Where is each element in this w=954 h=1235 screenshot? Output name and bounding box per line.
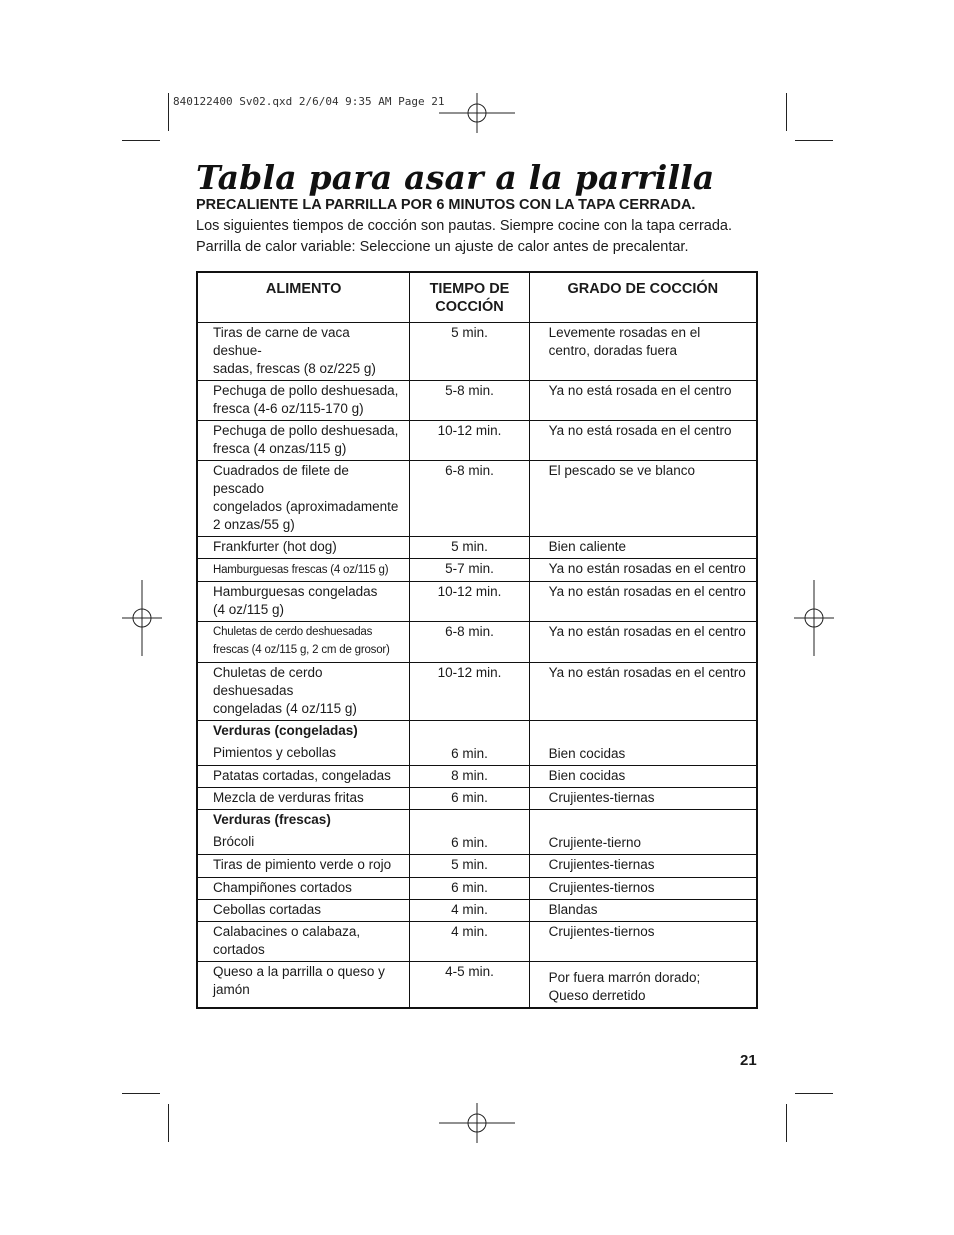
- food-line: Pechuga de pollo deshuesada,: [213, 423, 399, 438]
- food-line: Cuadrados de filete de pescado: [213, 463, 349, 496]
- registration-mark-icon: [794, 580, 834, 656]
- crop-mark: [795, 140, 833, 141]
- time-cell: 8 min.: [410, 766, 529, 788]
- food-cell: [197, 582, 410, 622]
- food-cell: [197, 381, 410, 421]
- food-line: Chuletas de cerdo deshuesadas: [213, 665, 323, 698]
- food-line: frescas (4 oz/115 g, 2 cm de grosor): [213, 644, 390, 656]
- table-row: [197, 381, 757, 421]
- header-cook-time-line: TIEMPO DE: [429, 281, 510, 297]
- table-row: [197, 900, 757, 922]
- header-doneness: GRADO DE COCCIÓN: [529, 272, 757, 323]
- time-cell: 10-12 min.: [410, 421, 529, 461]
- food-line: Brócoli: [213, 834, 255, 849]
- food-line: jamón: [213, 982, 250, 997]
- header-food: ALIMENTO: [197, 272, 410, 323]
- food-cell: Mezcla de verduras fritas: [197, 788, 410, 810]
- time-cell: 6-8 min.: [410, 622, 529, 663]
- time-cell: 5-7 min.: [410, 559, 529, 582]
- food-line: Pechuga de pollo deshuesada,: [213, 383, 399, 398]
- time-cell: 4 min.: [410, 900, 529, 922]
- table-row: [197, 663, 757, 721]
- food-cell: [197, 922, 410, 962]
- table-header-row: [197, 272, 757, 323]
- doneness-cell: Crujientes-tiernos: [529, 922, 757, 962]
- section-heading: Verduras (frescas): [213, 812, 331, 827]
- table-row: [197, 766, 757, 788]
- food-line: cortados: [213, 942, 265, 957]
- grilling-chart-table: [196, 271, 758, 1009]
- table-row: [197, 582, 757, 622]
- header-cook-time: [410, 272, 529, 323]
- crop-mark: [122, 1093, 160, 1094]
- doneness-line: Queso derretido: [548, 987, 646, 1003]
- food-line: Queso a la parrilla o queso y: [213, 964, 385, 979]
- preheat-instruction: PRECALIENTE LA PARRILLA POR 6 MINUTOS CON LA TAPA CERRADA.: [196, 197, 696, 213]
- table-row: [197, 421, 757, 461]
- page-title: Tabla para asar a la parrilla: [196, 158, 715, 197]
- doneness-cell: Bien caliente: [529, 537, 757, 559]
- food-line: Chuletas de cerdo deshuesadas: [213, 626, 373, 638]
- table-row: [197, 323, 757, 381]
- table-row: [197, 962, 757, 1008]
- food-line: fresca (4-6 oz/115-170 g): [213, 401, 364, 416]
- doneness-cell: Ya no están rosadas en el centro: [529, 559, 757, 582]
- table-row: [197, 878, 757, 900]
- food-line: Hamburguesas frescas (4 oz/115 g): [213, 564, 389, 576]
- doneness-line: Por fuera marrón dorado;: [548, 969, 701, 985]
- time-cell: 6 min.: [410, 788, 529, 810]
- food-cell: [197, 810, 410, 855]
- doneness-cell: Crujiente-tierno: [529, 810, 757, 855]
- doneness-line: Levemente rosadas en el: [548, 325, 701, 340]
- food-cell: [197, 721, 410, 766]
- time-cell: 6 min.: [410, 878, 529, 900]
- intro-line: Los siguientes tiempos de cocción son pautas. Siempre cocine con la tapa cerrada.: [196, 218, 733, 234]
- doneness-cell: Crujientes-tiernas: [529, 788, 757, 810]
- food-cell: [197, 559, 410, 582]
- page-number: 21: [740, 1052, 757, 1069]
- food-cell: [197, 461, 410, 537]
- food-cell: Frankfurter (hot dog): [197, 537, 410, 559]
- food-cell: [197, 323, 410, 381]
- time-cell: 5-8 min.: [410, 381, 529, 421]
- table-row: [197, 721, 757, 766]
- food-cell: [197, 663, 410, 721]
- doneness-cell: Ya no están rosadas en el centro: [529, 582, 757, 622]
- header-cook-time-line: COCCIÓN: [435, 299, 504, 315]
- crop-mark: [786, 1104, 787, 1142]
- food-line: Hamburguesas congeladas: [213, 584, 378, 599]
- doneness-cell: Ya no está rosada en el centro: [529, 421, 757, 461]
- doneness-cell: Ya no está rosada en el centro: [529, 381, 757, 421]
- food-cell: [197, 962, 410, 1008]
- food-cell: [197, 622, 410, 663]
- doneness-cell: Bien cocidas: [529, 766, 757, 788]
- table-row: [197, 922, 757, 962]
- doneness-cell: Blandas: [529, 900, 757, 922]
- food-line: congeladas (4 oz/115 g): [213, 701, 357, 716]
- food-line: Tiras de carne de vaca deshue-: [213, 325, 350, 358]
- food-line: Pimientos y cebollas: [213, 745, 337, 760]
- food-line: fresca (4 onzas/115 g): [213, 441, 347, 456]
- food-cell: Tiras de pimiento verde o rojo: [197, 855, 410, 878]
- time-cell: 4 min.: [410, 922, 529, 962]
- time-cell: 6-8 min.: [410, 461, 529, 537]
- doneness-line: centro, doradas fuera: [548, 343, 678, 358]
- food-line: sadas, frescas (8 oz/225 g): [213, 361, 376, 376]
- registration-mark-icon: [439, 93, 515, 133]
- section-heading: Verduras (congeladas): [213, 723, 358, 738]
- time-cell: 4-5 min.: [410, 962, 529, 1008]
- food-cell: Patatas cortadas, congeladas: [197, 766, 410, 788]
- food-line: congelados (aproximadamente: [213, 499, 399, 514]
- doneness-cell: Ya no están rosadas en el centro: [529, 622, 757, 663]
- registration-mark-icon: [122, 580, 162, 656]
- time-cell: 5 min.: [410, 323, 529, 381]
- registration-mark-icon: [439, 1103, 515, 1143]
- food-line: (4 oz/115 g): [213, 602, 285, 617]
- time-cell: 5 min.: [410, 537, 529, 559]
- doneness-cell: Crujientes-tiernos: [529, 878, 757, 900]
- table-row: [197, 559, 757, 582]
- table-row: [197, 537, 757, 559]
- crop-mark: [168, 1104, 169, 1142]
- table-row: [197, 855, 757, 878]
- crop-mark: [786, 93, 787, 131]
- doneness-cell: Ya no están rosadas en el centro: [529, 663, 757, 721]
- table-row: [197, 622, 757, 663]
- table-row: [197, 810, 757, 855]
- doneness-cell: [529, 323, 757, 381]
- food-line: Calabacines o calabaza,: [213, 924, 361, 939]
- time-cell: 6 min.: [410, 810, 529, 855]
- doneness-cell: Bien cocidas: [529, 721, 757, 766]
- crop-mark: [122, 140, 160, 141]
- crop-mark: [168, 93, 169, 131]
- doneness-cell: Crujientes-tiernas: [529, 855, 757, 878]
- crop-mark: [795, 1093, 833, 1094]
- time-cell: 5 min.: [410, 855, 529, 878]
- food-line: 2 onzas/55 g): [213, 517, 295, 532]
- time-cell: 10-12 min.: [410, 663, 529, 721]
- table-row: [197, 788, 757, 810]
- doneness-cell: [529, 962, 757, 1008]
- printer-slug: 840122400 Sv02.qxd 2/6/04 9:35 AM Page 21: [173, 95, 445, 108]
- food-cell: Champiñones cortados: [197, 878, 410, 900]
- time-cell: 6 min.: [410, 721, 529, 766]
- time-cell: 10-12 min.: [410, 582, 529, 622]
- intro-line: Parrilla de calor variable: Seleccione un ajuste de calor antes de precalentar.: [196, 239, 689, 255]
- doneness-cell: El pescado se ve blanco: [529, 461, 757, 537]
- table-row: [197, 461, 757, 537]
- food-cell: Cebollas cortadas: [197, 900, 410, 922]
- food-cell: [197, 421, 410, 461]
